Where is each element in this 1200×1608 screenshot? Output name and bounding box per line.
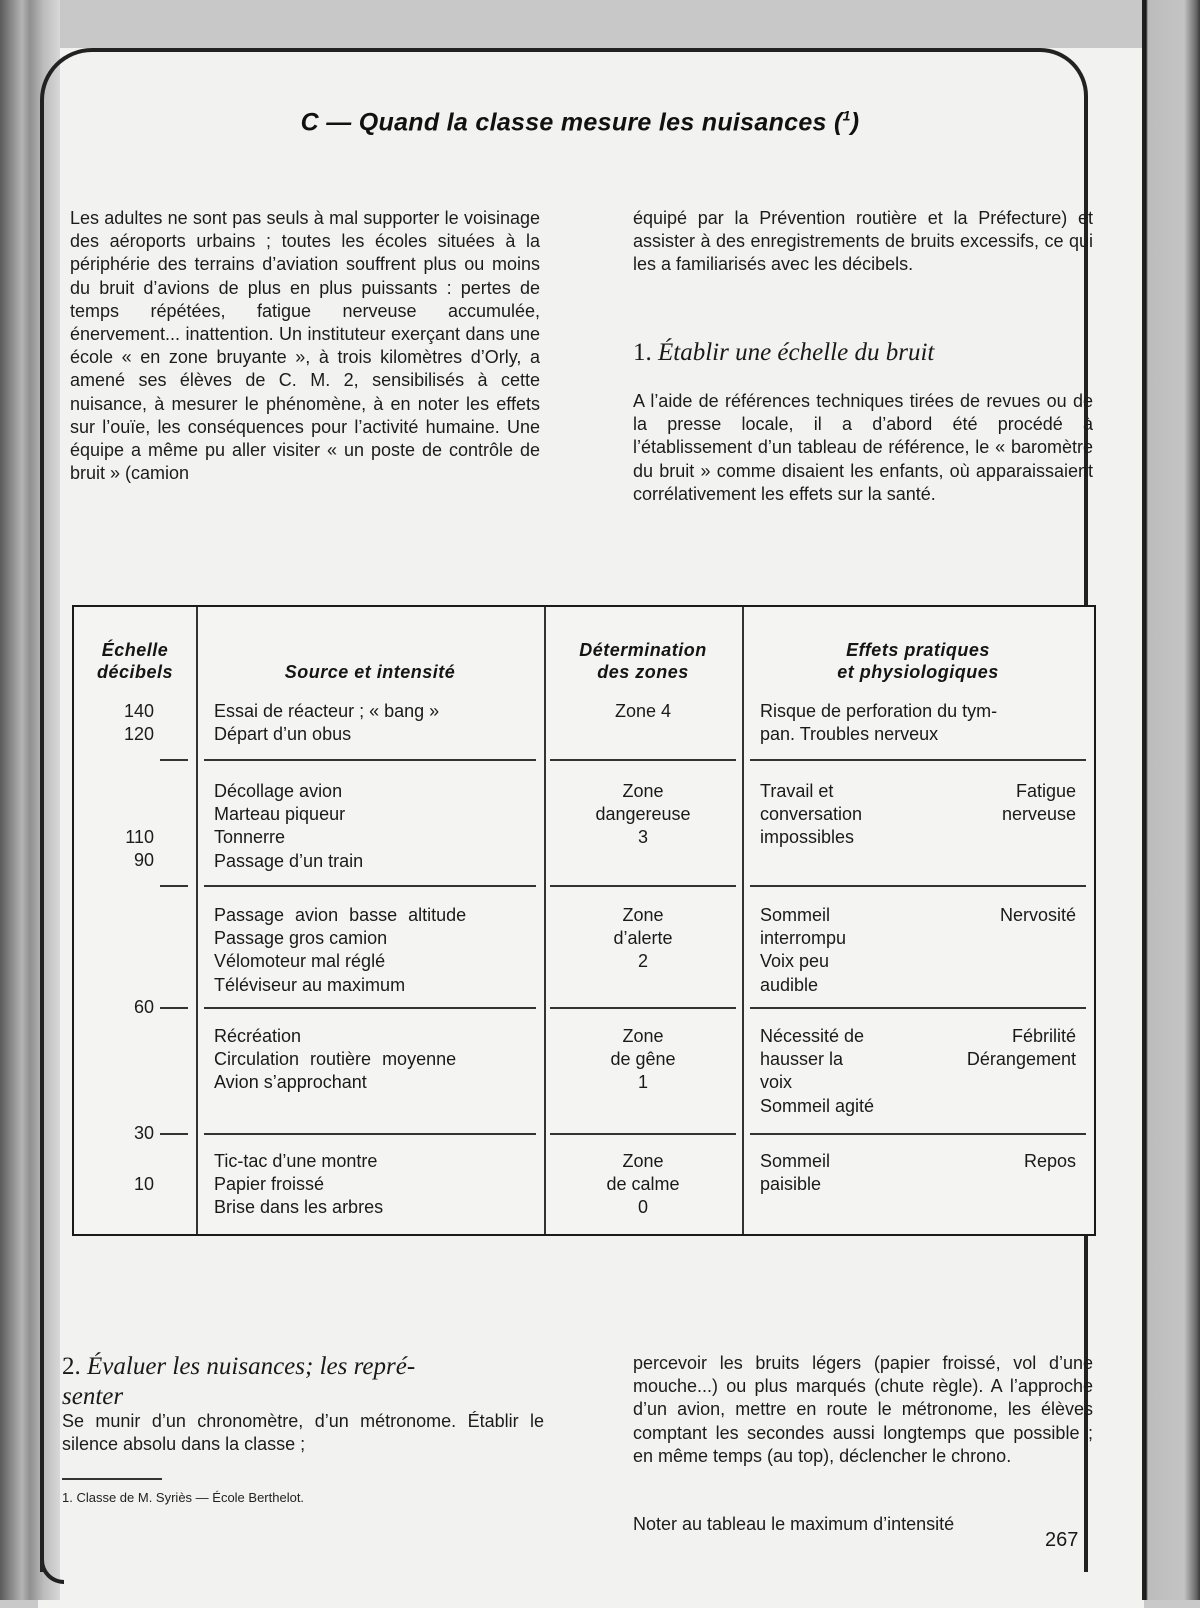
- decibel-value: 110: [125, 827, 154, 847]
- intro-paragraph-left: Les adultes ne sont pas seuls à mal supporter le voisinage des aéroports urbains ; toutes les écoles situées à la périphérie des terrains d’aviation souffrent plus ou moins du bruit d’avions de plus en plus puissants : pertes de temps répétées, fatigue nerveuse accumulée, énervement... inattention. Un instituteur exerçant dans une école « en zone bruyante », à trois kilomètres d’Orly, a amené ses élèves de C. M. 2, sensibilisés à cette nuisance, à mesurer le phénomène, à en noter les effets sur l’ouïe, les conséquences pour l’activité humaine. Une équipe a même pu aller visiter « un poste de contrôle de bruit » (camion: [70, 208, 540, 484]
- zone-label: Zone: [622, 905, 664, 925]
- row-separator: [750, 1133, 1086, 1135]
- zone-label: Zone 4: [614, 701, 672, 721]
- table-divider: [742, 607, 744, 1234]
- footnote: 1. Classe de M. Syriès — École Berthelot.: [62, 1490, 305, 1505]
- zone-label: Zone: [622, 1026, 664, 1046]
- header-zones-line: des zones: [597, 662, 689, 682]
- zone-number: 0: [637, 1197, 648, 1218]
- section-2-number: 2.: [62, 1353, 81, 1380]
- source-item: Passage d’un train: [214, 850, 364, 871]
- row-separator: [204, 1133, 536, 1135]
- source-item: Décollage avion: [214, 781, 343, 801]
- intro-left-column: [70, 207, 540, 485]
- header-zones: [544, 639, 742, 683]
- page-title-text: C — Quand la classe mesure les nuisances: [300, 108, 827, 137]
- section-2-title: Évaluer les nuisances; les repré-: [87, 1353, 416, 1380]
- effect-item: audible: [760, 974, 819, 995]
- table-row-source: [214, 700, 439, 746]
- section-1-heading: [633, 338, 1093, 368]
- zone-label: d’alerte: [613, 928, 673, 949]
- effect-physio: Fatigue: [1015, 781, 1076, 801]
- header-zones-line: Détermination: [579, 640, 707, 660]
- header-decibels-line: décibels: [96, 662, 174, 682]
- book-spine-shadow-left: [0, 0, 60, 1600]
- table-divider: [196, 607, 198, 1234]
- effect-item: Travail et: [760, 781, 834, 801]
- section-2-right-column-cont: [633, 1513, 1093, 1536]
- header-source: Source et intensité: [284, 662, 456, 682]
- page-title: [0, 108, 1160, 137]
- effect-item: Sommeil: [760, 905, 831, 925]
- table-row-zone: [544, 1025, 742, 1095]
- row-separator: [750, 759, 1086, 761]
- table-row-effects: [760, 904, 1076, 997]
- source-item: Passage gros camion: [214, 928, 388, 949]
- noise-scale-table: [72, 605, 1096, 1236]
- row-separator: [750, 885, 1086, 887]
- source-item: Papier froissé: [214, 1174, 325, 1195]
- effect-item: impossibles: [760, 827, 855, 848]
- section-2-title-cont: senter: [62, 1383, 124, 1410]
- book-edge-right: [1144, 0, 1200, 1600]
- decibel-value: 120: [123, 724, 154, 744]
- row-separator: [550, 1007, 736, 1009]
- source-item: Marteau piqueur: [214, 804, 346, 825]
- row-separator: [204, 1007, 536, 1009]
- effect-item: Sommeil: [760, 1151, 831, 1171]
- table-row-source: [214, 780, 363, 873]
- table-row-zone: [544, 780, 742, 850]
- source-item: Départ d’un obus: [214, 724, 352, 745]
- section-2-paragraph: Se munir d’un chronomètre, d’un métronome. Établir le silence absolu dans la classe ;: [62, 1411, 544, 1455]
- source-item: Brise dans les arbres: [214, 1197, 384, 1218]
- effect-physio: Nervosité: [999, 905, 1076, 925]
- header-effects-line: et physiologiques: [837, 662, 999, 682]
- footnote-divider: [62, 1478, 162, 1480]
- row-separator: [550, 759, 736, 761]
- header-effects-line: Effets pratiques: [846, 640, 990, 660]
- source-item: Circulation routière moyenne: [214, 1049, 457, 1070]
- decibel-value: 30: [133, 1123, 154, 1143]
- source-item: Tonnerre: [214, 827, 286, 848]
- section-2-body: [62, 1410, 544, 1456]
- zone-number: 2: [637, 951, 648, 972]
- decibel-value: 60: [133, 997, 154, 1017]
- header-decibels: [74, 639, 196, 683]
- section-2-heading: [62, 1352, 552, 1412]
- row-separator: [550, 885, 736, 887]
- decibel-value: 140: [123, 701, 154, 721]
- table-row-zone: [544, 1150, 742, 1220]
- source-item: Récréation: [214, 1026, 302, 1046]
- section-2-right-column: [633, 1352, 1093, 1468]
- row-separator: [204, 759, 536, 761]
- table-row-source: [214, 1150, 383, 1220]
- effect-item: Sommeil agité: [760, 1095, 875, 1116]
- source-item: Tic-tac d’une montre: [214, 1151, 378, 1171]
- table-row-source: [214, 1025, 456, 1095]
- effect-item: Risque de perforation du tym-: [760, 701, 998, 721]
- header-effects: [742, 639, 1094, 683]
- zone-number: 3: [637, 827, 648, 848]
- table-row-effects: [760, 1150, 1076, 1196]
- intro-paragraph-right: équipé par la Prévention routière et la Préfecture) et assister à des enregistrements de bruits excessifs, ce qui les a familiarisés avec les décibels.: [633, 208, 1093, 275]
- effect-item: voix: [760, 1072, 793, 1093]
- section-2-paragraph-right-cont: Noter au tableau le maximum d’intensité: [633, 1514, 955, 1534]
- row-separator: [750, 1007, 1086, 1009]
- scan-background: [0, 0, 1200, 52]
- decibel-value: 90: [133, 850, 154, 870]
- source-item: Avion s’approchant: [214, 1072, 367, 1093]
- effect-physio: Fébrilité: [1011, 1026, 1076, 1046]
- table-row-effects: [760, 780, 1076, 850]
- scale-tick: [160, 885, 188, 887]
- effect-item: paisible: [760, 1174, 822, 1195]
- table-row-zone: [544, 700, 742, 723]
- scale-tick: [160, 759, 188, 761]
- effect-item: conversation: [760, 804, 863, 825]
- table-row-zone: [544, 904, 742, 974]
- effect-item: Voix peu: [760, 951, 830, 972]
- effect-item: hausser la: [760, 1049, 844, 1070]
- zone-label: de calme: [606, 1174, 680, 1195]
- section-1-title: Établir une échelle du bruit: [658, 339, 935, 366]
- source-item: Essai de réacteur ; « bang »: [214, 701, 440, 721]
- section-2-paragraph-right: percevoir les bruits légers (papier froissé, vol d’une mouche...) ou plus marqués (chute règle). A l’approche d’un avion, mettre en route le métronome, les élèves comptant les secondes aussi longtemps que possible ; en même temps (au top), déclencher le chrono.: [633, 1353, 1093, 1466]
- zone-label: Zone: [622, 781, 664, 801]
- zone-label: Zone: [622, 1151, 664, 1171]
- title-footnote-ref: ($^1$): [834, 108, 860, 137]
- section-1-number: 1.: [633, 339, 652, 366]
- zone-label: dangereuse: [595, 804, 691, 825]
- scale-tick: [160, 1007, 188, 1009]
- decibel-value: 10: [133, 1174, 154, 1194]
- zone-number: 1: [637, 1072, 648, 1093]
- effect-physio: Dérangement: [966, 1049, 1076, 1070]
- effect-physio: Repos: [1023, 1151, 1076, 1171]
- row-separator: [204, 885, 536, 887]
- source-item: Vélomoteur mal réglé: [214, 951, 386, 972]
- page-number: 267: [1045, 1529, 1079, 1551]
- scale-tick: [160, 1133, 188, 1135]
- section-1-paragraph: A l’aide de références techniques tirées de revues ou de la presse locale, il a d’abord été procédé à l’établissement d’un tableau de référence, le « baromètre du bruit » comme disaient les enfants, où apparaissaient corrélativement les effets sur la santé.: [633, 391, 1093, 504]
- section-1-body: [633, 390, 1093, 506]
- table-row-source: [214, 904, 466, 997]
- table-row-effects: [760, 1025, 1076, 1118]
- zone-label: de gêne: [610, 1049, 676, 1070]
- source-item: Passage avion basse altitude: [214, 905, 467, 925]
- effect-item: interrompu: [760, 928, 847, 949]
- effect-item: Nécessité de: [760, 1026, 865, 1046]
- effect-physio: nerveuse: [1001, 804, 1076, 825]
- row-separator: [550, 1133, 736, 1135]
- source-item: Téléviseur au maximum: [214, 974, 406, 995]
- header-decibels-line: Échelle: [101, 640, 169, 660]
- intro-right-column: [633, 207, 1093, 277]
- effect-item: pan. Troubles nerveux: [760, 724, 939, 745]
- table-row-effects: [760, 700, 1084, 746]
- page-edge-rule: [1142, 0, 1145, 1600]
